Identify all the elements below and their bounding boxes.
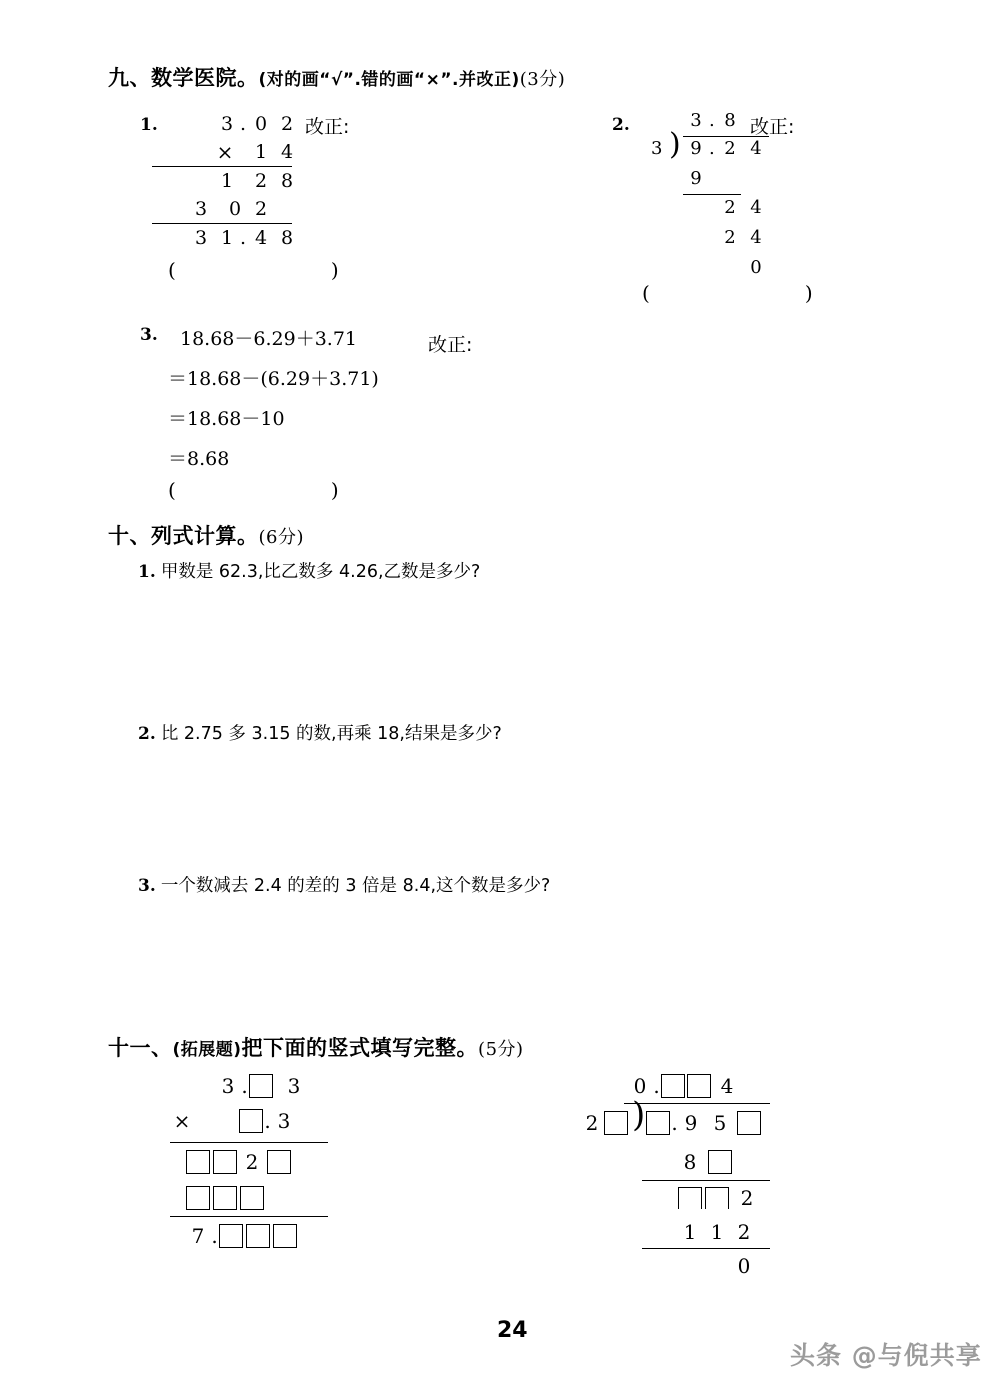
- rule-line: [170, 1142, 328, 1143]
- digit: 9: [690, 138, 702, 159]
- puzzle-partial-product-1-row: [186, 1146, 291, 1178]
- problem-number-10-2: 2.: [138, 724, 156, 744]
- page-number: 24: [497, 1318, 528, 1343]
- answer-box[interactable]: [213, 1186, 237, 1210]
- step-rule-line: [683, 194, 741, 195]
- section-ten-heading: [108, 520, 304, 550]
- problem-number-9-1: 1.: [140, 115, 158, 135]
- problem-number-9-3: 3.: [140, 325, 158, 345]
- problem-text-10-2: 比 2.75 多 3.15 的数,再乘 18,结果是多少?: [160, 724, 502, 744]
- problem-text-10-3: 一个数减去 2.4 的差的 3 倍是 8.4,这个数是多少?: [160, 876, 551, 896]
- section-nine-instruction: (对的画“√”.错的画“×”.并改正): [258, 70, 520, 90]
- section-eleven-rest: 把下面的竖式填写完整。: [241, 1036, 479, 1060]
- partial-product-2-row: [160, 195, 300, 223]
- digit: 0: [228, 198, 242, 220]
- digit: 2: [724, 197, 736, 218]
- multiply-operator-icon: ×: [216, 140, 234, 164]
- section-nine-score: (3分): [519, 69, 566, 90]
- digit: 3: [194, 227, 208, 249]
- division-step-2: [683, 197, 769, 218]
- decimal-point: .: [671, 1111, 678, 1135]
- answer-box[interactable]: [186, 1150, 210, 1174]
- answer-bracket-9-3[interactable]: ( ): [168, 478, 373, 502]
- expression-line-3: ＝18.68－10: [168, 408, 285, 430]
- section-nine-title: 九、数学医院。: [108, 66, 259, 90]
- digit: 4: [750, 227, 762, 248]
- answer-box[interactable]: [737, 1111, 761, 1135]
- answer-box[interactable]: [604, 1111, 628, 1135]
- decimal-point: .: [211, 1224, 218, 1248]
- puzzle-division-step-1: [678, 1146, 732, 1178]
- digit: 2: [724, 138, 736, 159]
- answer-box[interactable]: [708, 1150, 732, 1174]
- puzzle-division-step-3: [678, 1216, 756, 1248]
- section-eleven-score: (5分): [478, 1039, 524, 1060]
- decimal-point: .: [264, 1109, 271, 1133]
- digit: [717, 257, 743, 278]
- problem-10-2: [138, 720, 502, 745]
- multiplier-row: [160, 138, 300, 166]
- digit: 0: [254, 113, 268, 135]
- section-eleven-title: 十一、: [108, 1036, 173, 1060]
- step-rule-line: [642, 1180, 770, 1181]
- product-row: [160, 224, 300, 252]
- digit: 2: [585, 1111, 599, 1135]
- vertical-multiplication-9-1: [160, 110, 300, 252]
- digit: 0: [737, 1254, 751, 1278]
- digit: 4: [720, 1074, 734, 1098]
- division-hook-icon: ): [632, 1095, 646, 1135]
- answer-box[interactable]: [267, 1150, 291, 1174]
- division-bar: [624, 1103, 770, 1104]
- puzzle-division-remainder: [732, 1250, 756, 1282]
- digit: 0: [633, 1074, 647, 1098]
- answer-box[interactable]: [687, 1074, 711, 1098]
- quotient-row: [683, 110, 743, 131]
- answer-box[interactable]: [186, 1186, 210, 1210]
- digit: 2: [740, 1186, 754, 1210]
- section-ten-title: 十、列式计算。: [108, 524, 259, 548]
- digit: 9: [684, 1111, 698, 1135]
- decimal-point: .: [240, 113, 247, 135]
- problem-10-3: [138, 872, 550, 897]
- expression-line-2: ＝18.68－(6.29＋3.71): [168, 368, 379, 390]
- digit: 2: [245, 1150, 259, 1174]
- digit: 4: [254, 227, 268, 249]
- digit: 8: [724, 110, 736, 131]
- digit: 1: [220, 227, 234, 249]
- digit: 3: [221, 1074, 235, 1098]
- division-step-1: [683, 168, 709, 189]
- multiplicand-row: [160, 110, 300, 138]
- division-remainder: [683, 257, 769, 278]
- decimal-point: .: [709, 138, 715, 159]
- divisor: 3: [651, 138, 663, 159]
- digit: 3: [277, 1109, 291, 1133]
- section-eleven-tag: (拓展题): [172, 1040, 242, 1060]
- digit: 8: [280, 170, 294, 192]
- answer-box[interactable]: [678, 1187, 702, 1209]
- section-ten-score: (6分): [258, 527, 304, 548]
- puzzle-division-step-2: [678, 1182, 759, 1214]
- watermark: 头条 @与倪共享: [790, 1341, 982, 1370]
- digit: 1: [254, 141, 268, 163]
- digit: 8: [280, 227, 294, 249]
- puzzle-multiplier-row: [170, 1105, 296, 1137]
- answer-box[interactable]: [661, 1074, 685, 1098]
- division-step-3: [683, 227, 769, 248]
- digit: 4: [280, 141, 294, 163]
- answer-box[interactable]: [239, 1109, 263, 1133]
- answer-box[interactable]: [246, 1224, 270, 1248]
- digit: 3: [194, 198, 208, 220]
- multiply-operator-icon: ×: [173, 1109, 191, 1133]
- correction-label-9-3: 改正:: [428, 334, 473, 356]
- problem-number-10-3: 3.: [138, 876, 156, 896]
- digit: 1: [683, 1220, 697, 1244]
- answer-bracket-9-1[interactable]: ( ): [168, 258, 373, 282]
- digit: 5: [713, 1111, 727, 1135]
- answer-box[interactable]: [249, 1074, 273, 1098]
- partial-product-1-row: [160, 167, 300, 195]
- expression-line-1: 18.68－6.29＋3.71: [180, 328, 358, 350]
- answer-bracket-9-2[interactable]: ( ): [642, 281, 847, 305]
- digit: 3: [287, 1074, 301, 1098]
- multiplication-puzzle: [170, 1070, 370, 1270]
- digit: 2: [254, 170, 268, 192]
- correction-label-9-2: 改正:: [750, 116, 795, 138]
- puzzle-dividend-row: [646, 1107, 761, 1139]
- digit: 4: [750, 197, 762, 218]
- digit: [683, 257, 709, 278]
- digit: 1: [220, 170, 234, 192]
- answer-box[interactable]: [646, 1111, 670, 1135]
- digit: 9: [690, 168, 702, 189]
- correction-label-9-1: 改正:: [305, 116, 350, 138]
- puzzle-product-row: [186, 1220, 297, 1252]
- puzzle-multiplicand-row: [216, 1070, 306, 1102]
- answer-box[interactable]: [219, 1224, 243, 1248]
- digit: 2: [280, 113, 294, 135]
- digit: 7: [191, 1224, 205, 1248]
- section-eleven-heading: [108, 1032, 524, 1062]
- puzzle-divisor: [580, 1107, 628, 1139]
- answer-box[interactable]: [240, 1186, 264, 1210]
- division-puzzle: [580, 1070, 800, 1280]
- digit: 3: [690, 110, 702, 131]
- expression-line-4: ＝8.68: [168, 448, 230, 470]
- decimal-point: .: [709, 110, 715, 131]
- digit: [683, 227, 709, 248]
- digit: 0: [750, 257, 762, 278]
- section-nine-heading: [108, 62, 565, 92]
- digit: 4: [750, 138, 762, 159]
- rule-line: [170, 1216, 328, 1217]
- decimal-point: .: [240, 227, 247, 249]
- digit: 3: [220, 113, 234, 135]
- decimal-point: .: [241, 1074, 248, 1098]
- digit: 1: [710, 1220, 724, 1244]
- decimal-point: .: [653, 1074, 660, 1098]
- problem-number-10-1: 1.: [138, 562, 156, 582]
- dividend-row: [683, 138, 769, 159]
- answer-box[interactable]: [273, 1224, 297, 1248]
- problem-number-9-2: 2.: [612, 115, 630, 135]
- digit: 2: [724, 227, 736, 248]
- digit: [683, 197, 709, 218]
- division-hook-icon: ): [669, 127, 681, 162]
- problem-10-1: [138, 558, 480, 583]
- problem-text-10-1: 甲数是 62.3,比乙数多 4.26,乙数是多少?: [160, 562, 481, 582]
- digit: 2: [254, 198, 268, 220]
- digit: 8: [683, 1150, 697, 1174]
- answer-box[interactable]: [705, 1187, 729, 1209]
- answer-box[interactable]: [213, 1150, 237, 1174]
- final-rule-line: [642, 1248, 770, 1249]
- puzzle-partial-product-2-row: [186, 1182, 264, 1214]
- digit: 2: [737, 1220, 751, 1244]
